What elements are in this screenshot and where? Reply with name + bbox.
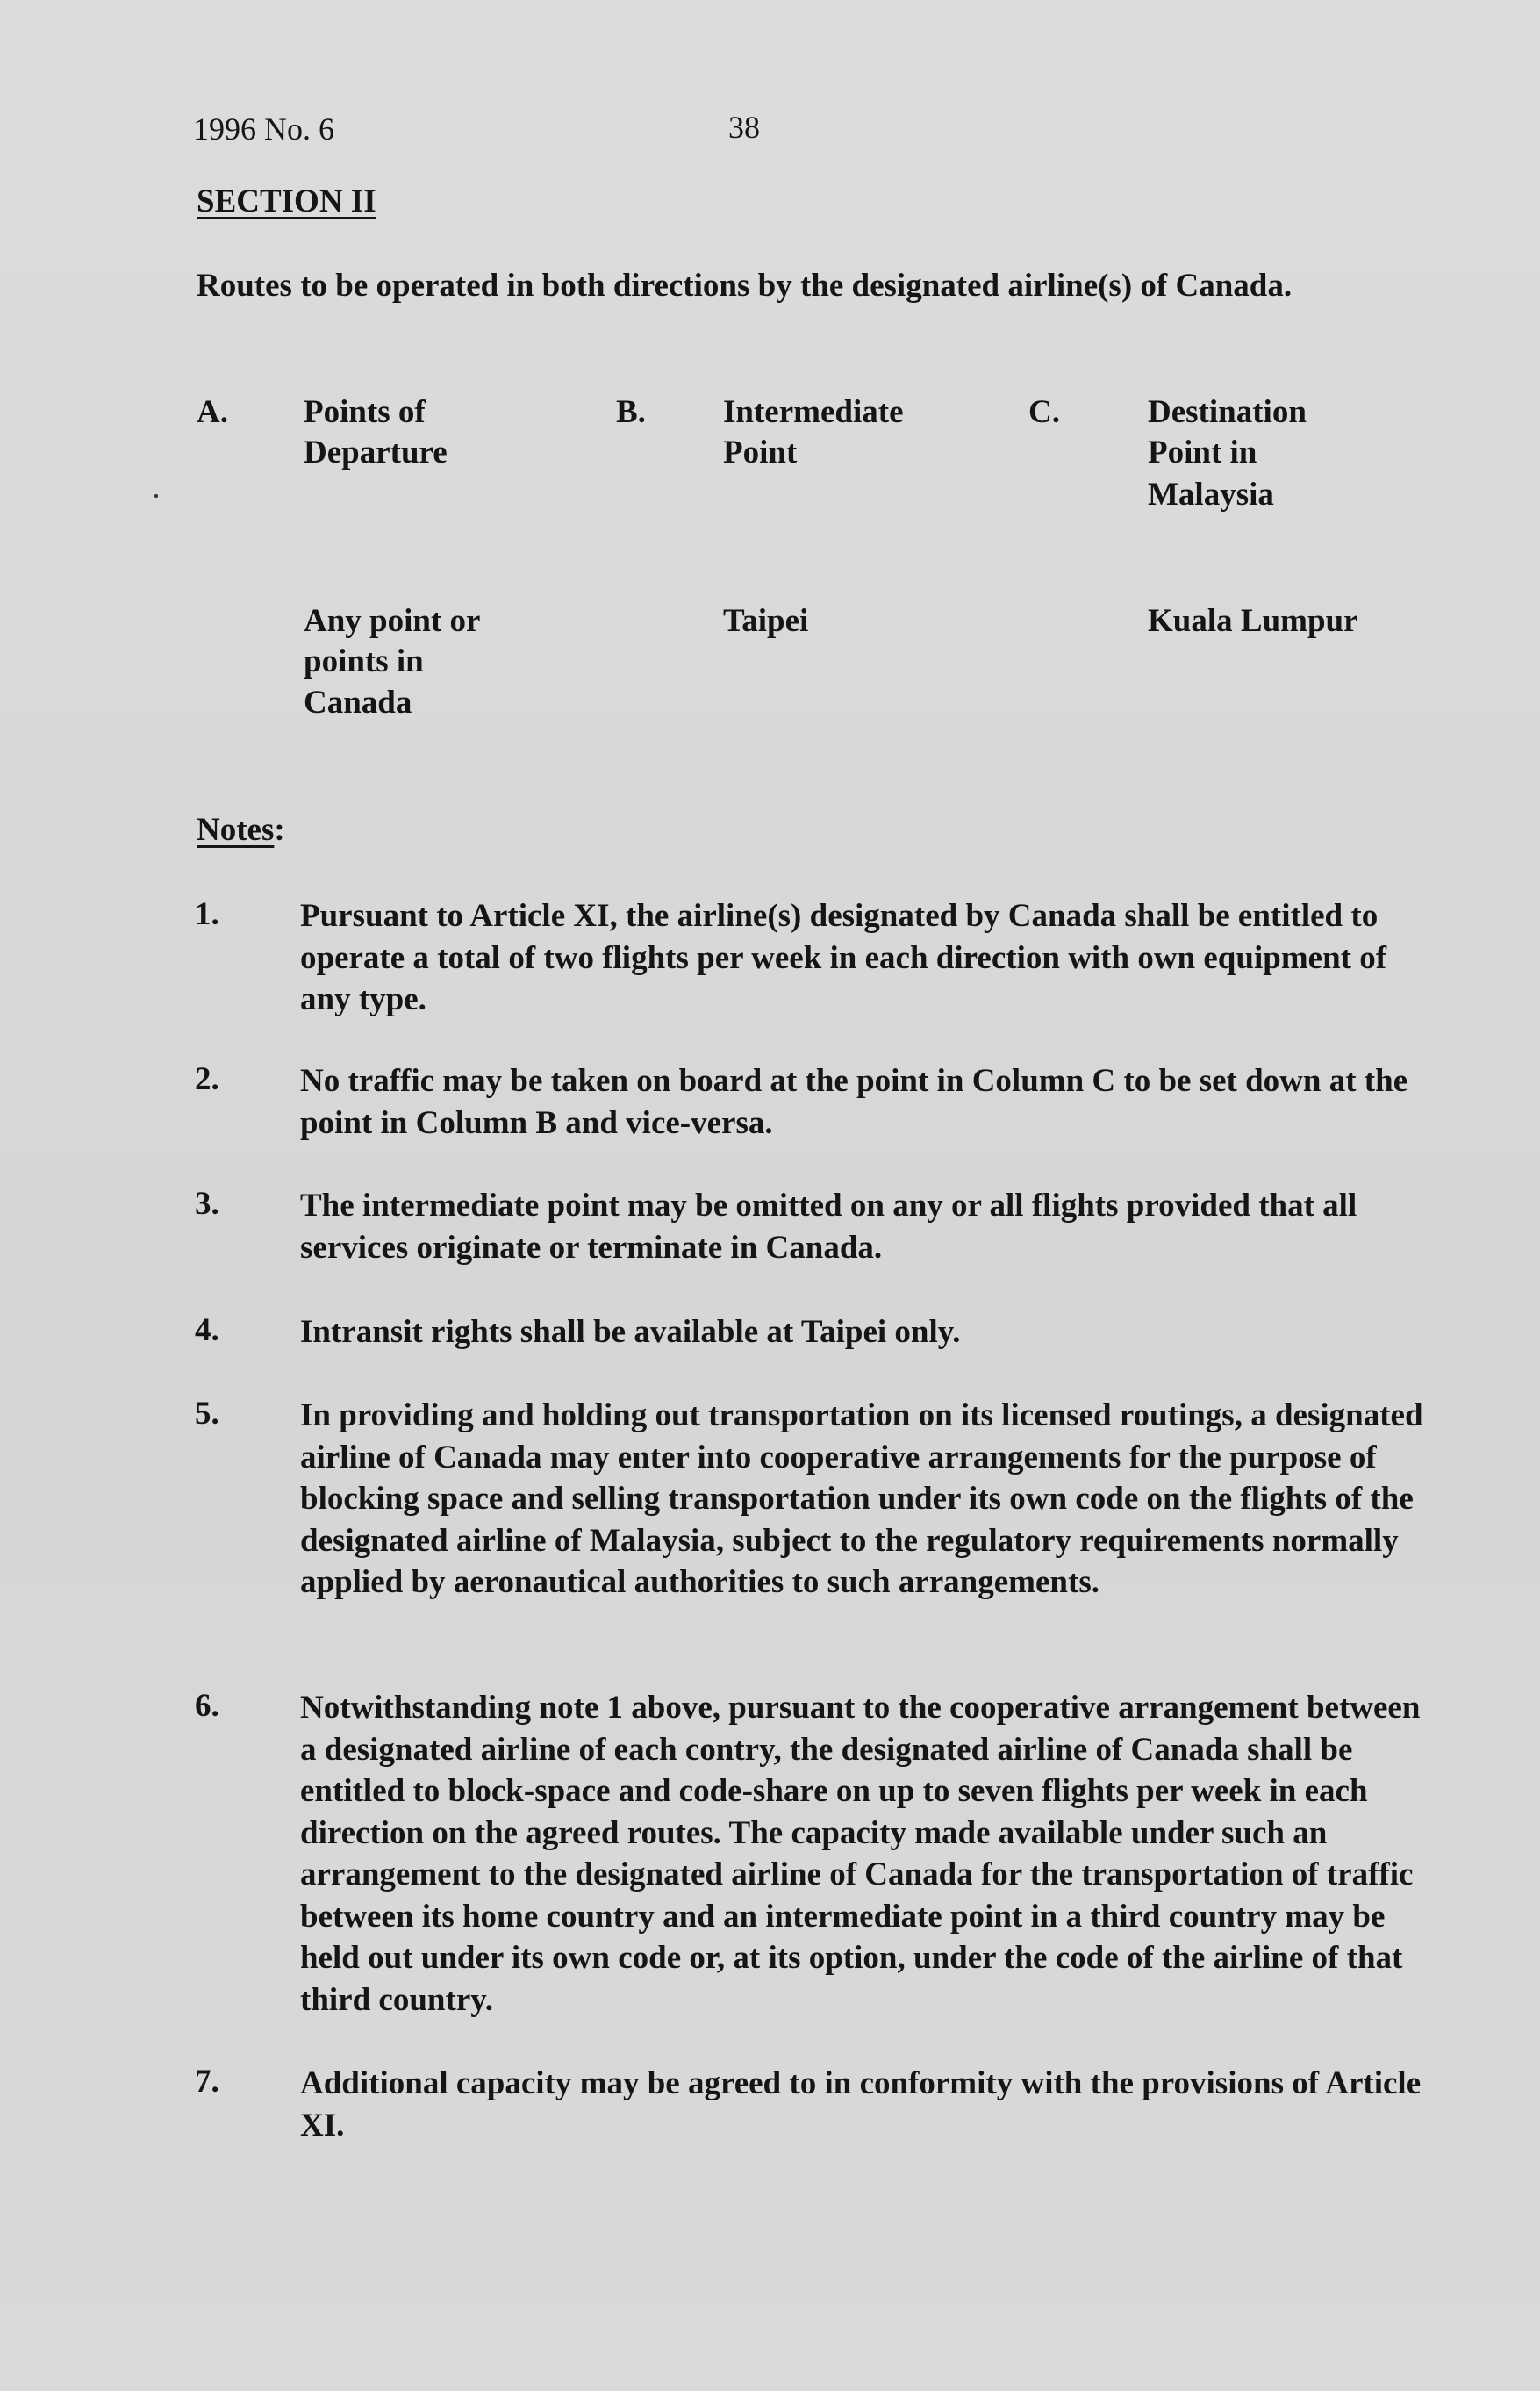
column-c-heading-line-3: Malaysia xyxy=(1148,477,1274,513)
note-number: 2. xyxy=(195,1061,219,1097)
stray-mark xyxy=(154,494,158,498)
row-a-line-2: points in xyxy=(304,643,424,679)
document-reference: 1996 No. 6 xyxy=(193,111,334,147)
column-a-letter: A. xyxy=(197,394,228,430)
column-b-letter: B. xyxy=(616,394,646,430)
column-c-heading-line-1: Destination xyxy=(1148,394,1307,430)
section-title: SECTION II xyxy=(197,183,376,219)
note-text: Pursuant to Article XI, the airline(s) designated by Canada shall be entitled to operate a total of two flights per week in each direction with own equipment of any type. xyxy=(300,898,1387,1017)
row-c-value: Kuala Lumpur xyxy=(1148,603,1358,639)
note-text: Additional capacity may be agreed to in conformity with the provisions of Article XI. xyxy=(300,2065,1422,2143)
notes-heading-label: Notes xyxy=(197,812,275,848)
column-b-heading-line-1: Intermediate xyxy=(723,394,904,430)
note-number: 5. xyxy=(195,1396,219,1432)
note-number: 4. xyxy=(195,1312,219,1348)
note-text: The intermediate point may be omitted on any or all flights provided that all services originate or terminate in Canada. xyxy=(300,1188,1357,1266)
notes-heading-colon: : xyxy=(274,812,285,848)
note-number: 1. xyxy=(195,896,219,932)
note-number: 6. xyxy=(195,1688,219,1724)
note-text: No traffic may be taken on board at the point in Column C to be set down at the point in Column B and vice-versa. xyxy=(300,1063,1408,1141)
note-text: Intransit rights shall be available at Taipei only. xyxy=(300,1314,961,1350)
note-text: In providing and holding out transportation on its licensed routings, a designated airline of Canada may enter into cooperative arrangements for the purpose of blocking space and selling transportation under its own code on the flights of the designated airline of Malaysia, subject to the regulatory requirements normally applied by aeronautical authorities to such arrangements. xyxy=(300,1397,1423,1600)
column-b-heading-line-2: Point xyxy=(723,434,798,470)
column-a-heading-line-1: Points of xyxy=(304,394,426,430)
column-a-heading-line-2: Departure xyxy=(304,434,448,470)
notes-heading xyxy=(197,809,285,851)
note-text: Notwithstanding note 1 above, pursuant to the cooperative arrangement between a designated airline of each contry, the designated airline of Canada shall be entitled to block-space and code-share on up to seven flights per week in each direction on the agreed routes. The capacity made available under such an arrangement to the designated airline of Canada for the transportation of traffic between its home country and an intermediate point in a third country may be held out under its own code or, at its option, under the code of the airline of that third country. xyxy=(300,1690,1421,2018)
row-a-line-1: Any point or xyxy=(304,603,481,639)
row-a-line-3: Canada xyxy=(304,685,412,721)
row-b-value: Taipei xyxy=(723,603,809,639)
note-number: 7. xyxy=(195,2064,219,2100)
page-number: 38 xyxy=(728,110,760,145)
column-c-heading-line-2: Point in xyxy=(1148,434,1257,470)
note-number: 3. xyxy=(195,1186,219,1222)
column-c-letter: C. xyxy=(1028,394,1060,430)
intro-text: Routes to be operated in both directions by the designated airline(s) of Canada. xyxy=(197,268,1293,304)
